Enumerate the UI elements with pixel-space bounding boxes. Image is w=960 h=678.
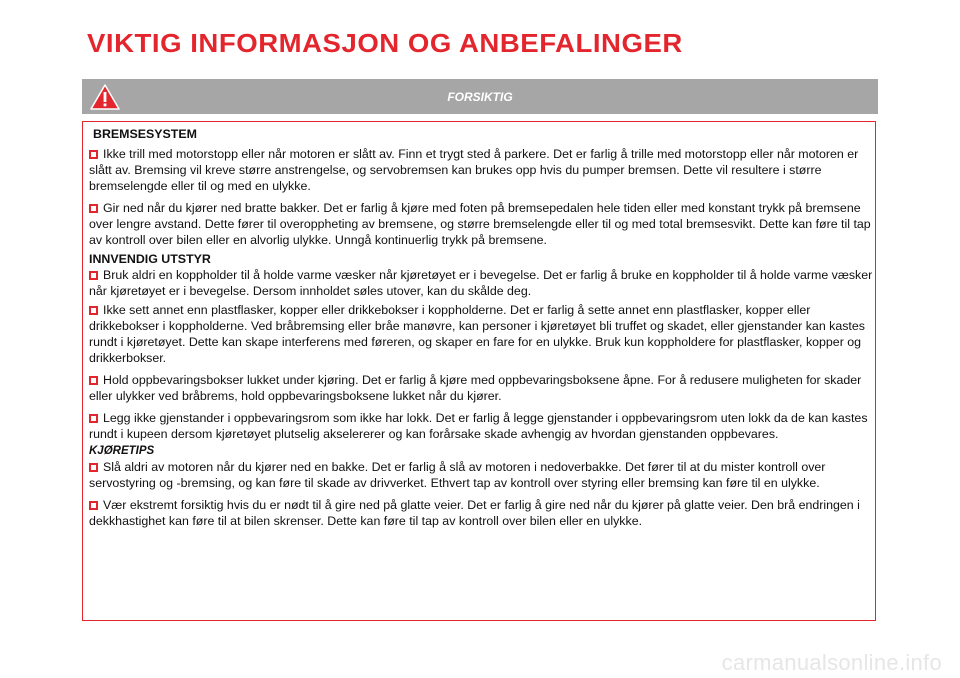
checkbox-bullet-icon	[89, 150, 98, 159]
item-text: Gir ned når du kjører ned bratte bakker. Det er farlig å kjøre med foten på bremsepedalen hele tiden eller med konstant trykk på bremsene over lengre avstand. Dette fører til overoppheting av bremsene, og større bremselengde eller til og med total bremsesvikt. Dette kan føre til tap av kontroll over bilen eller en alvorlig ulykke. Unngå kontinuerlig trykk på bremsene.	[89, 201, 871, 247]
caution-banner	[82, 79, 878, 114]
list-item	[89, 200, 877, 248]
list-item	[89, 146, 877, 194]
item-text: Ikke trill med motorstopp eller når motoren er slått av. Finn et trygt sted å parkere. Det er farlig å trille med motorstopp eller når motoren er slått av. Bremsing vil kreve større anstrengelse, og servobremsen kan brukes opp hvis du pumper bremsen. Dette vil resultere i større bremselengde eller til og med en ulykke.	[89, 147, 859, 193]
checkbox-bullet-icon	[89, 376, 98, 385]
checkbox-bullet-icon	[89, 463, 98, 472]
list-item	[89, 459, 877, 491]
section-heading-interior: INNVENDIG UTSTYR	[89, 252, 211, 266]
section-heading-brakes: BREMSESYSTEM	[93, 127, 197, 141]
item-text: Hold oppbevaringsbokser lukket under kjøring. Det er farlig å kjøre med oppbevaringsboksene åpne. For å redusere muligheten for skader eller ulykker ved bråbrems, hold oppbevaringsboksene lukket når du kjører.	[89, 373, 862, 403]
list-item	[89, 497, 877, 529]
content-body	[89, 126, 877, 535]
list-item	[89, 410, 877, 442]
item-text: Bruk aldri en koppholder til å holde varme væsker når kjøretøyet er i bevegelse. Det er farlig å bruke en koppholder til å holde varme væsker når kjøretøyet er i bevegelse. Dersom innholdet søles utover, kan du skålde deg.	[89, 268, 873, 298]
list-item	[89, 302, 877, 366]
caution-label: FORSIKTIG	[447, 90, 513, 104]
watermark: carmanualsonline.info	[721, 650, 942, 675]
item-text: Ikke sett annet enn plastflasker, kopper eller drikkebokser i koppholderne. Det er farlig å sette annet enn plastflasker, kopper eller drikkebokser i koppholderne. Ved bråbremsing eller bråe manøvre, kan personer i kjøretøyet bli truffet og skadet, eller gjenstander kan kastes rundt i kjøretøyet. Dette kan skape interferens med føreren, og skaper en fare for en ulykke. Bruk kun koppholdere for plastflasker, kopper og drikkerbokser.	[89, 303, 865, 365]
page-title: VIKTIG INFORMASJON OG ANBEFALINGER	[87, 28, 683, 58]
section-heading-driving-tips: KJØRETIPS	[89, 445, 155, 457]
item-text: Vær ekstremt forsiktig hvis du er nødt til å gire ned på glatte veier. Det er farlig å gire ned når du kjører på glatte veier. Den brå endringen i dekkhastighet kan føre til at bilen skrenser. Dette kan føre til tap av kontroll over bilen eller en ulykke.	[89, 498, 860, 528]
checkbox-bullet-icon	[89, 204, 98, 213]
checkbox-bullet-icon	[89, 501, 98, 510]
list-item	[89, 372, 877, 404]
checkbox-bullet-icon	[89, 306, 98, 315]
checkbox-bullet-icon	[89, 414, 98, 423]
item-text: Slå aldri av motoren når du kjører ned en bakke. Det er farlig å slå av motoren i nedoverbakke. Det fører til at du mister kontroll over servostyring og -bremsing, og kan føre til skade av drivverket. Ethvert tap av kontroll over styring eller bremsing kan føre til en ulykke.	[89, 460, 826, 490]
list-item	[89, 267, 877, 299]
item-text: Legg ikke gjenstander i oppbevaringsrom som ikke har lokk. Det er farlig å legge gjenstander i oppbevaringsrom uten lokk da de kan kastes rundt i kupeen dersom kjøretøyet plutselig akselererer og kan forårsake skade avhengig av hvordan gjenstanden oppbevares.	[89, 411, 868, 441]
checkbox-bullet-icon	[89, 271, 98, 280]
